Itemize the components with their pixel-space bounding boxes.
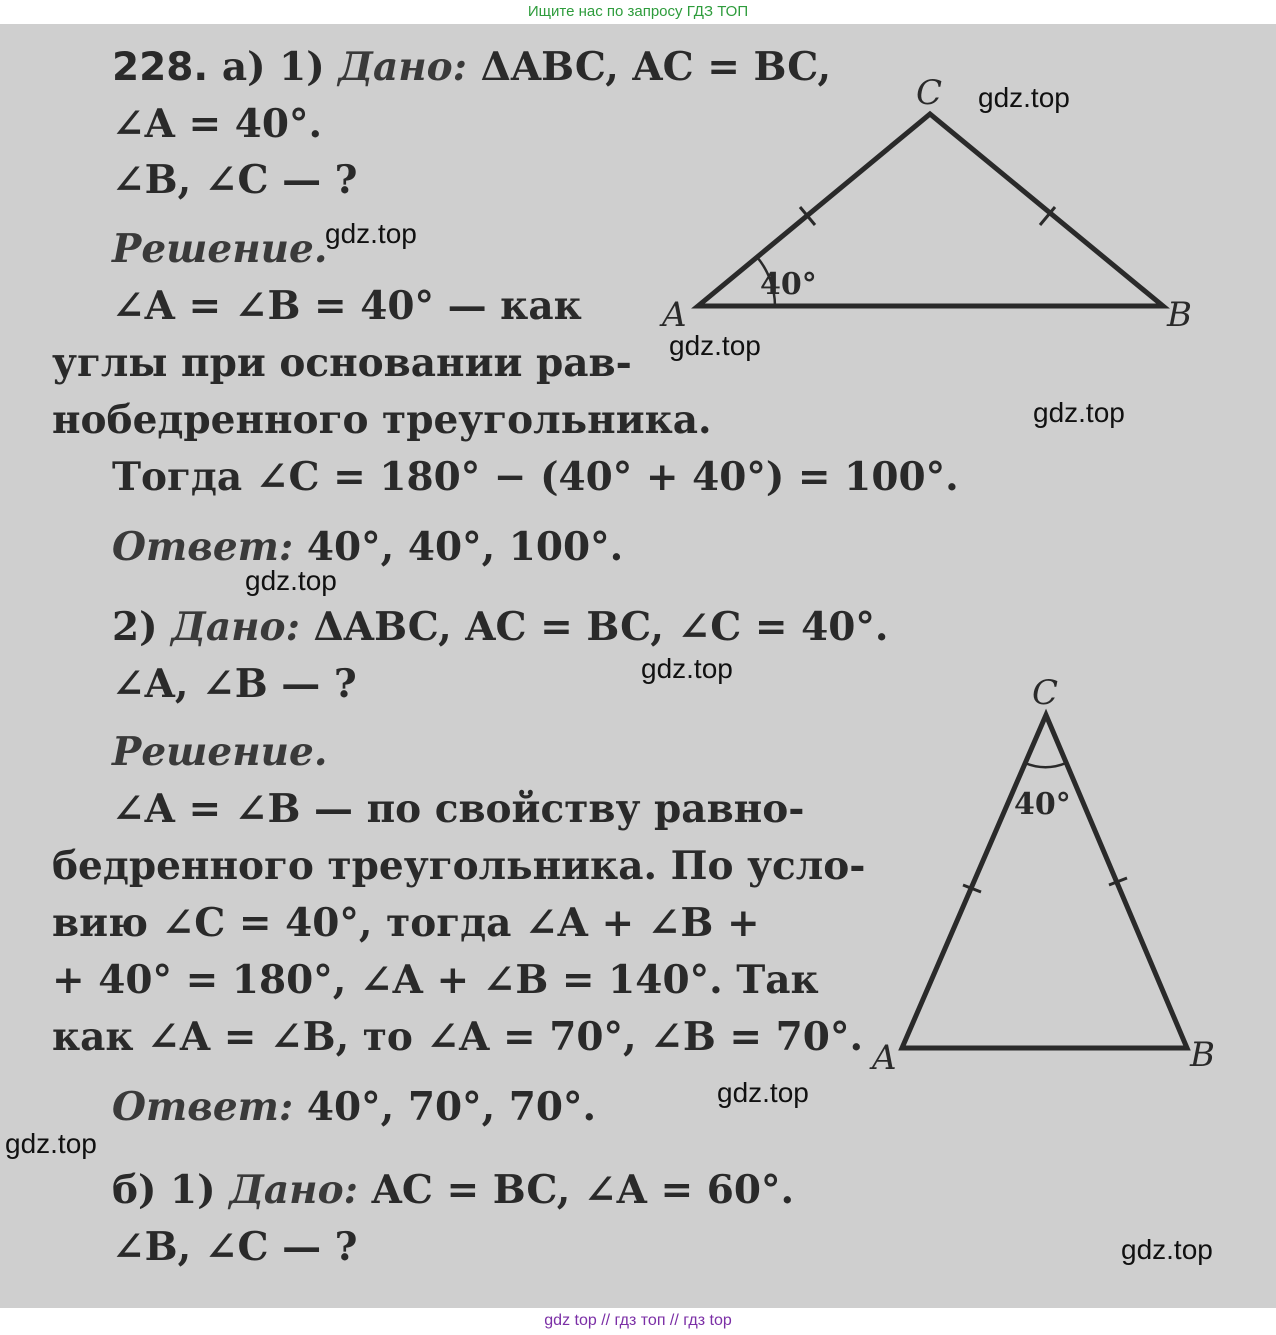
part-b1-given-label: Дано: [229,1167,359,1213]
watermark: gdz.top [1033,397,1125,428]
part-a2-given-text: ΔABC, AC = BC, ∠C = 40°. [313,604,889,650]
triangle-1-vertex-c: C [916,73,943,113]
part-a1-solution-line: ∠A = ∠B = 40° — как [112,283,582,329]
part-a2-answer [112,1084,596,1130]
part-a1-given-label: Дано: [338,44,468,90]
answer-value: 40°, 70°, 70°. [306,1084,597,1130]
triangle-2-vertex-c: C [1032,673,1059,713]
part-b1-find: ∠B, ∠C — ? [112,1224,358,1270]
triangle-1-angle-label: 40° [760,267,817,302]
part-a2-solution-line: вию ∠C = 40°, тогда ∠A + ∠B + [52,900,760,946]
triangle-1-vertex-a: A [662,295,687,335]
triangle-1-vertex-b: B [1167,295,1192,335]
answer-label: Ответ: [112,1084,294,1130]
answer-value: 40°, 40°, 100°. [306,524,624,570]
part-a1-solution-line: Тогда ∠C = 180° − (40° + 40°) = 100°. [112,454,959,500]
top-banner[interactable]: Ищите нас по запросу ГДЗ ТОП [527,3,749,20]
part-a1-solution-line: нобедренного треугольника. [52,397,712,443]
watermark: gdz.top [5,1128,97,1159]
watermark: gdz.top [1121,1234,1213,1265]
part-b1-given-text: AC = BC, ∠A = 60°. [371,1167,795,1213]
part-a1-find: ∠B, ∠C — ? [112,157,358,203]
part-a1-answer [112,524,623,570]
part-a2-solution-label: Решение. [112,729,328,775]
watermark: gdz.top [717,1077,809,1108]
part-a1-solution-label: Решение. [112,226,328,272]
problem-number: 228. [112,45,209,90]
part-a1-given-text: ΔABC, AC = BC, [480,44,832,90]
triangle-figure-2 [860,674,1240,1084]
answer-label: Ответ: [112,524,294,570]
triangle-figure-1 [650,74,1210,354]
part-a1-prefix: а) 1) [221,44,325,90]
watermark: gdz.top [325,218,417,249]
watermark: gdz.top [669,330,761,361]
part-a2-solution-line: + 40° = 180°, ∠A + ∠B = 140°. Так [52,957,819,1003]
triangle-2-vertex-a: A [872,1038,897,1078]
part-a1-solution-line: углы при основании рав- [52,340,632,386]
part-a2-find: ∠A, ∠B — ? [112,661,357,707]
part-a2-solution-line: бедренного треугольника. По усло- [52,843,866,889]
watermark: gdz.top [641,653,733,684]
watermark: gdz.top [978,82,1070,113]
triangle-2-angle-label: 40° [1014,787,1071,822]
part-a2-solution-line: как ∠A = ∠B, то ∠A = 70°, ∠B = 70°. [52,1014,864,1060]
triangle-2-angle-arc [1025,763,1066,767]
triangle-2-outline [902,715,1187,1048]
bottom-footer[interactable]: gdz top // гдз топ // гдз top [544,1312,732,1329]
part-a2-given-label: Дано: [171,604,300,650]
part-b1-prefix: б) 1) [112,1167,216,1213]
part-a2-solution-line: ∠A = ∠B — по свойству равно- [112,786,805,832]
triangle-2-vertex-b: B [1190,1035,1215,1075]
part-a2-prefix: 2) [112,604,158,650]
watermark: gdz.top [245,565,337,596]
part-a1-given-line2: ∠A = 40°. [112,101,323,147]
textbook-page [0,24,1276,1308]
part-b1-given [112,1167,794,1213]
part-a2-given [112,604,889,650]
